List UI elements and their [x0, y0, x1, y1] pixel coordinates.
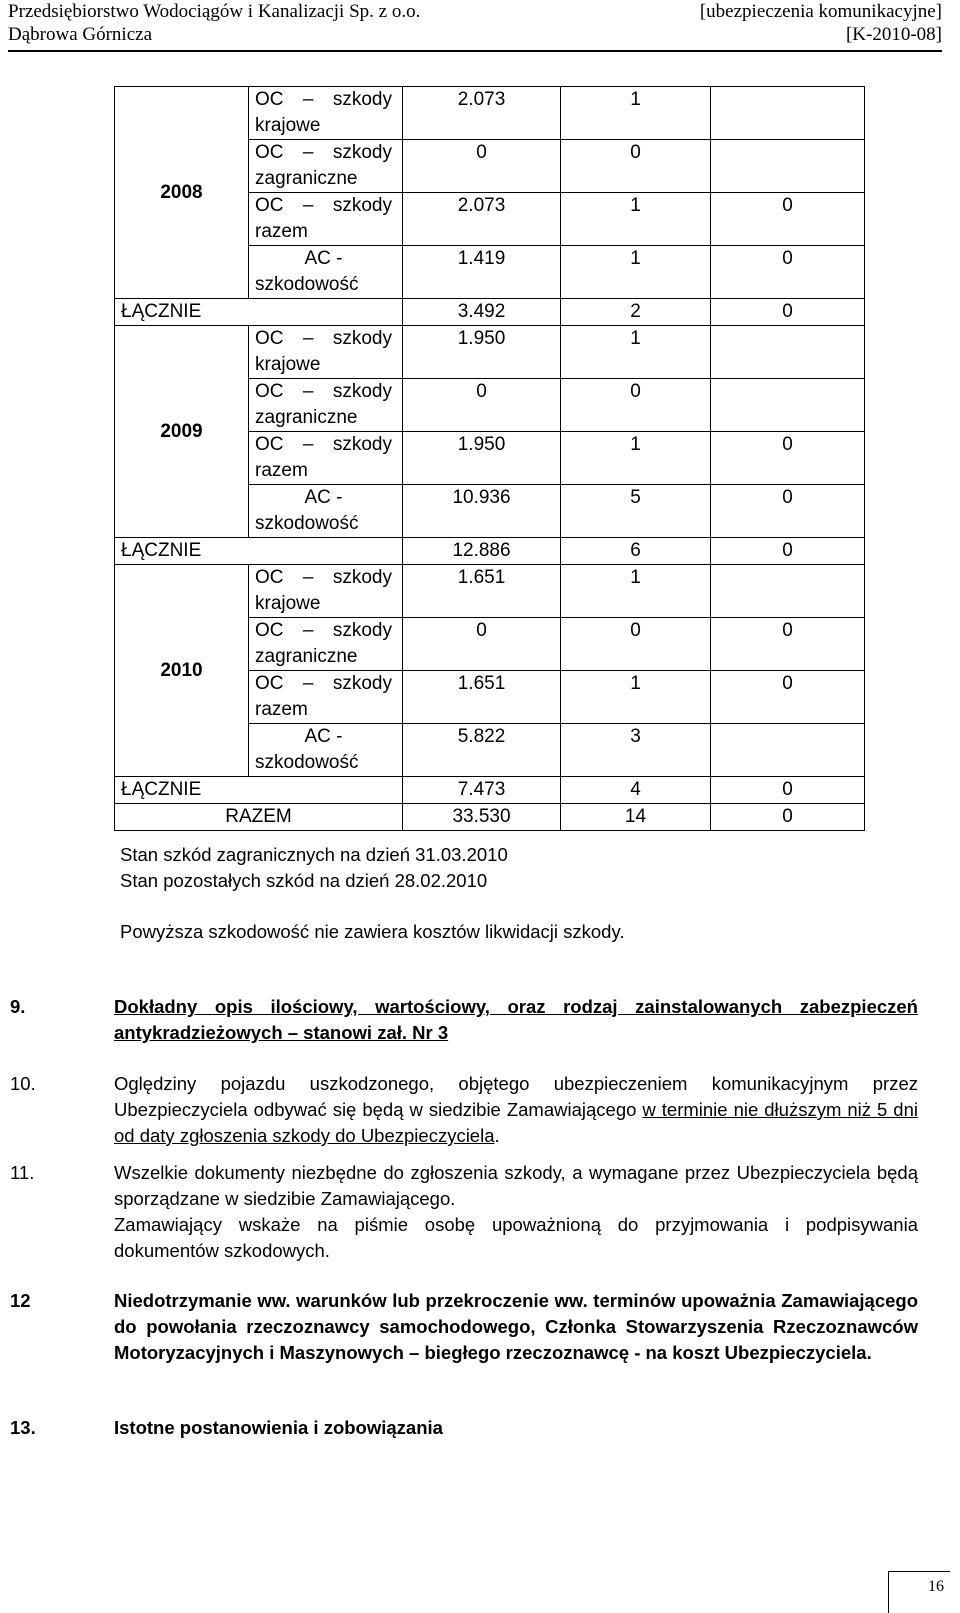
amount-cell: 0: [403, 618, 561, 671]
total-row: [115, 538, 865, 565]
amount-cell: 0: [403, 140, 561, 193]
grand-total-row: [115, 804, 865, 831]
claim-type-cell: [249, 87, 403, 140]
extra-cell: [711, 140, 865, 193]
claim-type-line1: OC – szkody: [255, 142, 392, 163]
count-cell: 4: [561, 777, 711, 804]
claims-table: [114, 86, 865, 831]
extra-cell: [711, 326, 865, 379]
count-cell: 1: [561, 326, 711, 379]
section-text: Dokładny opis ilościowy, wartościowy, oraz rodzaj zainstalowanych zabezpieczeń antykradzieżowych – stanowi zał. Nr 3: [114, 996, 918, 1043]
claim-type-line2: razem: [255, 699, 308, 720]
company-name: Przedsiębiorstwo Wodociągów i Kanalizacji Sp. z o.o.: [8, 1, 421, 22]
section-text: Wszelkie dokumenty niezbędne do zgłoszenia szkody, a wymagane przez Ubezpieczyciela będą sporządzane w siedzibie Zamawiającego.: [114, 1162, 918, 1209]
count-cell: 14: [561, 804, 711, 831]
total-label-cell: ŁĄCZNIE: [115, 538, 403, 565]
claim-type-line2: krajowe: [255, 115, 321, 136]
count-cell: 0: [561, 140, 711, 193]
amount-cell: 1.419: [403, 246, 561, 299]
extra-cell: 0: [711, 246, 865, 299]
total-label-cell: ŁĄCZNIE: [115, 777, 403, 804]
section-text: Niedotrzymanie ww. warunków lub przekroczenie ww. terminów upoważnia Zamawiającego do powołania rzeczoznawcy samochodowego, Członka Stowarzyszenia Rzeczoznawców Motoryzacyjnych i Maszynowych – biegłego rzeczoznawcę - na koszt Ubezpieczyciela.: [114, 1290, 918, 1363]
amount-cell: 2.073: [403, 193, 561, 246]
extra-cell: [711, 379, 865, 432]
grand-total-label: RAZEM: [115, 804, 403, 831]
count-cell: 1: [561, 432, 711, 485]
claim-type-cell: [249, 246, 403, 299]
claim-type-line1: OC – szkody: [255, 195, 392, 216]
claim-type-line1: OC – szkody: [255, 620, 392, 641]
year-cell: 2010: [115, 565, 249, 777]
total-label-cell: ŁĄCZNIE: [115, 299, 403, 326]
section-number: 10.: [10, 1073, 36, 1094]
page-header: [8, 0, 942, 46]
claim-type-cell: [249, 724, 403, 777]
amount-cell: 1.651: [403, 671, 561, 724]
claim-type-line2: szkodowość: [255, 274, 359, 295]
extra-cell: 0: [711, 193, 865, 246]
count-cell: 3: [561, 724, 711, 777]
extra-cell: 0: [711, 618, 865, 671]
count-cell: 6: [561, 538, 711, 565]
claim-type-line2: razem: [255, 460, 308, 481]
claim-type-cell: [249, 671, 403, 724]
table-row: [115, 565, 865, 618]
extra-cell: 0: [711, 299, 865, 326]
claim-type-line1: OC – szkody: [255, 328, 392, 349]
count-cell: 1: [561, 193, 711, 246]
amount-cell: 7.473: [403, 777, 561, 804]
extra-cell: 0: [711, 777, 865, 804]
section-number: 11.: [10, 1162, 35, 1183]
claim-type-line1: OC – szkody: [255, 673, 392, 694]
section-number: 12: [10, 1290, 31, 1311]
section-text-underlined: w terminie nie dłuższym niż 5 dni od daty zgłoszenia szkody do Ubezpieczyciela: [114, 1099, 918, 1146]
extra-cell: 0: [711, 485, 865, 538]
count-cell: 1: [561, 246, 711, 299]
amount-cell: 2.073: [403, 87, 561, 140]
year-cell: 2008: [115, 87, 249, 299]
claim-type-cell: [249, 618, 403, 671]
claim-type-line2: zagraniczne: [255, 407, 358, 428]
claim-type-cell: [249, 326, 403, 379]
claim-type-line2: razem: [255, 221, 308, 242]
count-cell: 1: [561, 87, 711, 140]
amount-cell: 1.950: [403, 432, 561, 485]
count-cell: 1: [561, 565, 711, 618]
claim-type-line2: szkodowość: [255, 752, 359, 773]
extra-cell: [711, 724, 865, 777]
claim-type-line2: krajowe: [255, 593, 321, 614]
section-number: 13.: [10, 1417, 36, 1438]
claim-type-line2: zagraniczne: [255, 168, 358, 189]
amount-cell: 1.651: [403, 565, 561, 618]
amount-cell: 3.492: [403, 299, 561, 326]
extra-cell: 0: [711, 538, 865, 565]
section-text: Zamawiający wskaże na piśmie osobę upoważnioną do przyjmowania i podpisywania dokumentów szkodowych.: [114, 1214, 918, 1261]
claim-type-cell: [249, 485, 403, 538]
header-divider: [8, 50, 942, 52]
table-row: [115, 326, 865, 379]
section-text: Istotne postanowienia i zobowiązania: [114, 1417, 443, 1438]
claim-type-line2: szkodowość: [255, 513, 359, 534]
claim-type-line1: OC – szkody: [255, 567, 392, 588]
claim-type-cell: [249, 193, 403, 246]
extra-cell: [711, 87, 865, 140]
extra-cell: 0: [711, 432, 865, 485]
claim-type-line2: zagraniczne: [255, 646, 358, 667]
amount-cell: 1.950: [403, 326, 561, 379]
document-code: [K-2010-08]: [845, 24, 942, 45]
count-cell: 0: [561, 618, 711, 671]
claim-type-line1: OC – szkody: [255, 434, 392, 455]
count-cell: 1: [561, 671, 711, 724]
claim-type-line2: krajowe: [255, 354, 321, 375]
claim-type-cell: [249, 432, 403, 485]
amount-cell: 0: [403, 379, 561, 432]
note-other-claims: Stan pozostałych szkód na dzień 28.02.2010: [120, 870, 488, 891]
amount-cell: 33.530: [403, 804, 561, 831]
table-row: [115, 87, 865, 140]
company-city: Dąbrowa Górnicza: [8, 24, 153, 45]
extra-cell: 0: [711, 671, 865, 724]
section-12: [10, 1288, 918, 1366]
claim-type-cell: [249, 379, 403, 432]
count-cell: 0: [561, 379, 711, 432]
claim-type-line1: AC -: [304, 487, 343, 508]
count-cell: 2: [561, 299, 711, 326]
section-number: 9.: [10, 996, 26, 1017]
year-cell: 2009: [115, 326, 249, 538]
extra-cell: 0: [711, 804, 865, 831]
page-number: 16: [888, 1571, 950, 1613]
claim-type-line1: OC – szkody: [255, 89, 392, 110]
total-row: [115, 777, 865, 804]
claim-type-line1: AC -: [304, 248, 343, 269]
amount-cell: 12.886: [403, 538, 561, 565]
total-row: [115, 299, 865, 326]
count-cell: 5: [561, 485, 711, 538]
note-no-costs: Powyższa szkodowość nie zawiera kosztów likwidacji szkody.: [120, 921, 625, 942]
section-text: Oględziny pojazdu uszkodzonego, objętego ubezpieczeniem komunikacyjnym przez Ubezpieczyciela odbywać się będą w siedzibie Zamawiającego: [114, 1073, 918, 1120]
section-13: [10, 1415, 918, 1441]
claim-type-line1: OC – szkody: [255, 381, 392, 402]
section-11: [10, 1160, 918, 1264]
claim-type-cell: [249, 565, 403, 618]
note-foreign-claims: Stan szkód zagranicznych na dzień 31.03.2010: [120, 844, 508, 865]
section-9: [10, 994, 918, 1046]
extra-cell: [711, 565, 865, 618]
amount-cell: 10.936: [403, 485, 561, 538]
claim-type-line1: AC -: [304, 726, 343, 747]
section-10: 10. Oględziny pojazdu uszkodzonego, objętego ubezpieczeniem komunikacyjnym przez Ubezpieczyciela odbywać się będą w siedzibie Zamawiającego w terminie nie dłuższym niż 5 dni od daty zgłoszenia szkody do Ubezpieczyciela.: [10, 1073, 918, 1146]
document-category: [ubezpieczenia komunikacyjne]: [699, 1, 942, 22]
amount-cell: 5.822: [403, 724, 561, 777]
claim-type-cell: [249, 140, 403, 193]
